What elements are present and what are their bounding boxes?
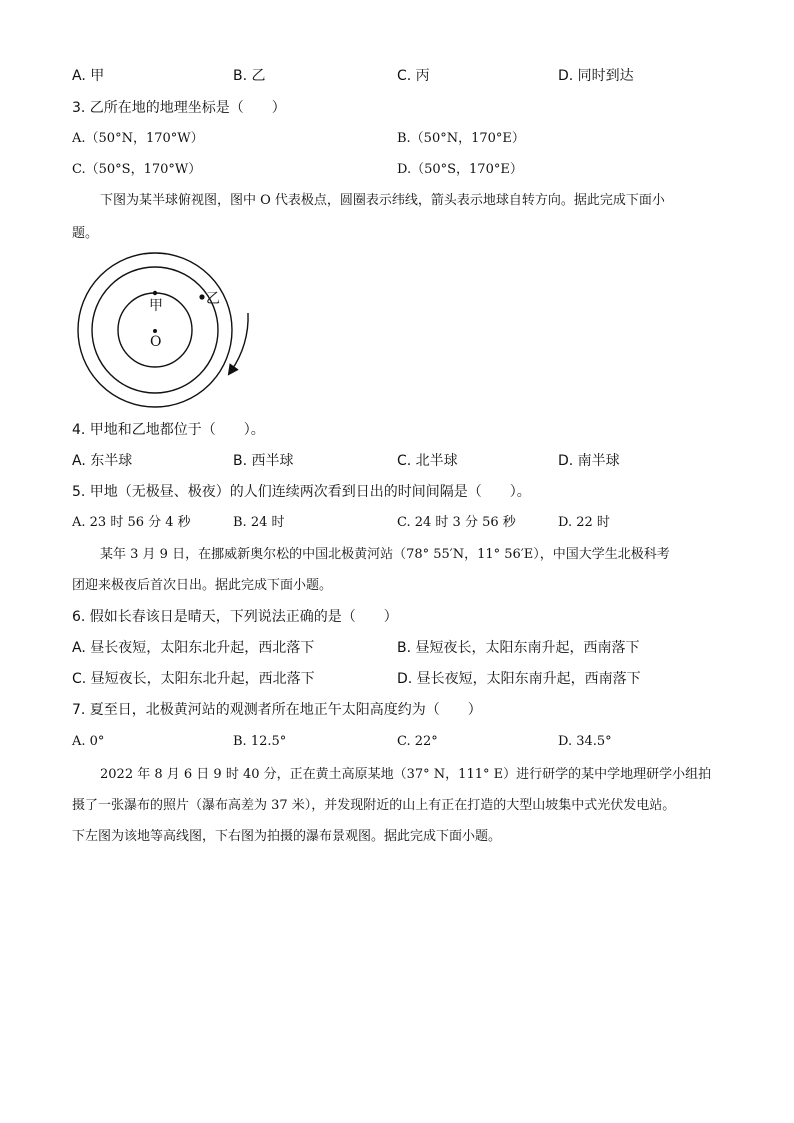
point-yi-dot	[199, 294, 204, 299]
q7-option-d: D. 34.5°	[558, 734, 612, 749]
q2-options	[0, 66, 794, 88]
q6-options-row2	[0, 669, 794, 691]
q5-stem: 5. 甲地（无极昼、极夜）的人们连续两次看到日出的时间间隔是（ ）。	[72, 484, 531, 500]
q2-option-d: D. 同时到达	[558, 68, 634, 84]
q7-option-c: C. 22°	[397, 734, 438, 749]
label-jia: 甲	[149, 298, 163, 314]
pole-o-dot	[153, 329, 157, 333]
q7-options	[0, 732, 794, 754]
q2-option-c: C. 丙	[397, 68, 430, 84]
q6-option-d: D. 昼长夜短，太阳东南升起，西南落下	[397, 671, 641, 687]
q3-option-a: A.（50°N，170°W）	[72, 131, 204, 146]
q6-option-b: B. 昼短夜长，太阳东南升起，西南落下	[397, 640, 640, 656]
q4-options	[0, 451, 794, 473]
q5-option-c: C. 24 时 3 分 56 秒	[397, 515, 516, 530]
q4-option-d: D. 南半球	[558, 453, 620, 469]
intro1-line1: 下图为某半球俯视图，图中 O 代表极点，圆圈表示纬线，箭头表示地球自转方向。据此完成下面小	[100, 193, 665, 208]
hemisphere-figure	[70, 245, 260, 415]
q3-option-d: D.（50°S，170°E）	[397, 162, 523, 177]
q3-stem: 3. 乙所在地的地理坐标是（ ）	[72, 100, 286, 116]
q5-options	[0, 513, 794, 535]
q3-option-b: B.（50°N，170°E）	[397, 131, 525, 146]
q7-option-b: B. 12.5°	[233, 734, 287, 749]
q3-options-row2	[0, 160, 794, 182]
q6-option-c: C. 昼短夜长，太阳东北升起，西北落下	[72, 671, 315, 687]
q4-stem: 4. 甲地和乙地都位于（ ）。	[72, 422, 265, 438]
rotation-arrow	[231, 313, 248, 371]
q2-option-b: B. 乙	[233, 68, 266, 84]
q5-option-b: B. 24 时	[233, 515, 285, 530]
q5-option-d: D. 22 时	[558, 515, 610, 530]
q4-option-a: A. 东半球	[72, 453, 133, 469]
q7-stem: 7. 夏至日，北极黄河站的观测者所在地正午太阳高度约为（ ）	[72, 702, 482, 718]
q3-options-row1	[0, 129, 794, 151]
q4-option-b: B. 西半球	[233, 453, 294, 469]
intro3-line2: 摄了一张瀑布的照片（瀑布高差为 37 米），并发现附近的山上有正在打造的大型山坡集中式光伏发电站。	[72, 798, 676, 813]
q4-option-c: C. 北半球	[397, 453, 458, 469]
intro2-line2: 团迎来极夜后首次日出。据此完成下面小题。	[72, 578, 333, 593]
intro3-line3: 下左图为该地等高线图，下右图为拍摄的瀑布景观图。据此完成下面小题。	[72, 829, 502, 844]
intro1-line2: 题。	[72, 226, 99, 241]
q2-option-a: A. 甲	[72, 68, 105, 84]
q3-option-c: C.（50°S，170°W）	[72, 162, 202, 177]
q6-options-row1	[0, 638, 794, 660]
point-jia-dot	[153, 291, 157, 295]
label-yi: 乙	[206, 291, 220, 307]
q6-option-a: A. 昼长夜短，太阳东北升起，西北落下	[72, 640, 315, 656]
label-o: O	[150, 334, 162, 350]
q6-stem: 6. 假如长春该日是晴天，下列说法正确的是（ ）	[72, 609, 398, 625]
intro2-line1: 某年 3 月 9 日，在挪威新奥尔松的中国北极黄河站（78° 55′N，11° 56′E），中国大学生北极科考	[100, 547, 670, 562]
q7-option-a: A. 0°	[72, 734, 105, 749]
intro3-line1: 2022 年 8 月 6 日 9 时 40 分，正在黄土高原某地（37° N，111° E）进行研学的某中学地理研学小组拍	[100, 767, 712, 782]
q5-option-a: A. 23 时 56 分 4 秒	[72, 515, 191, 530]
